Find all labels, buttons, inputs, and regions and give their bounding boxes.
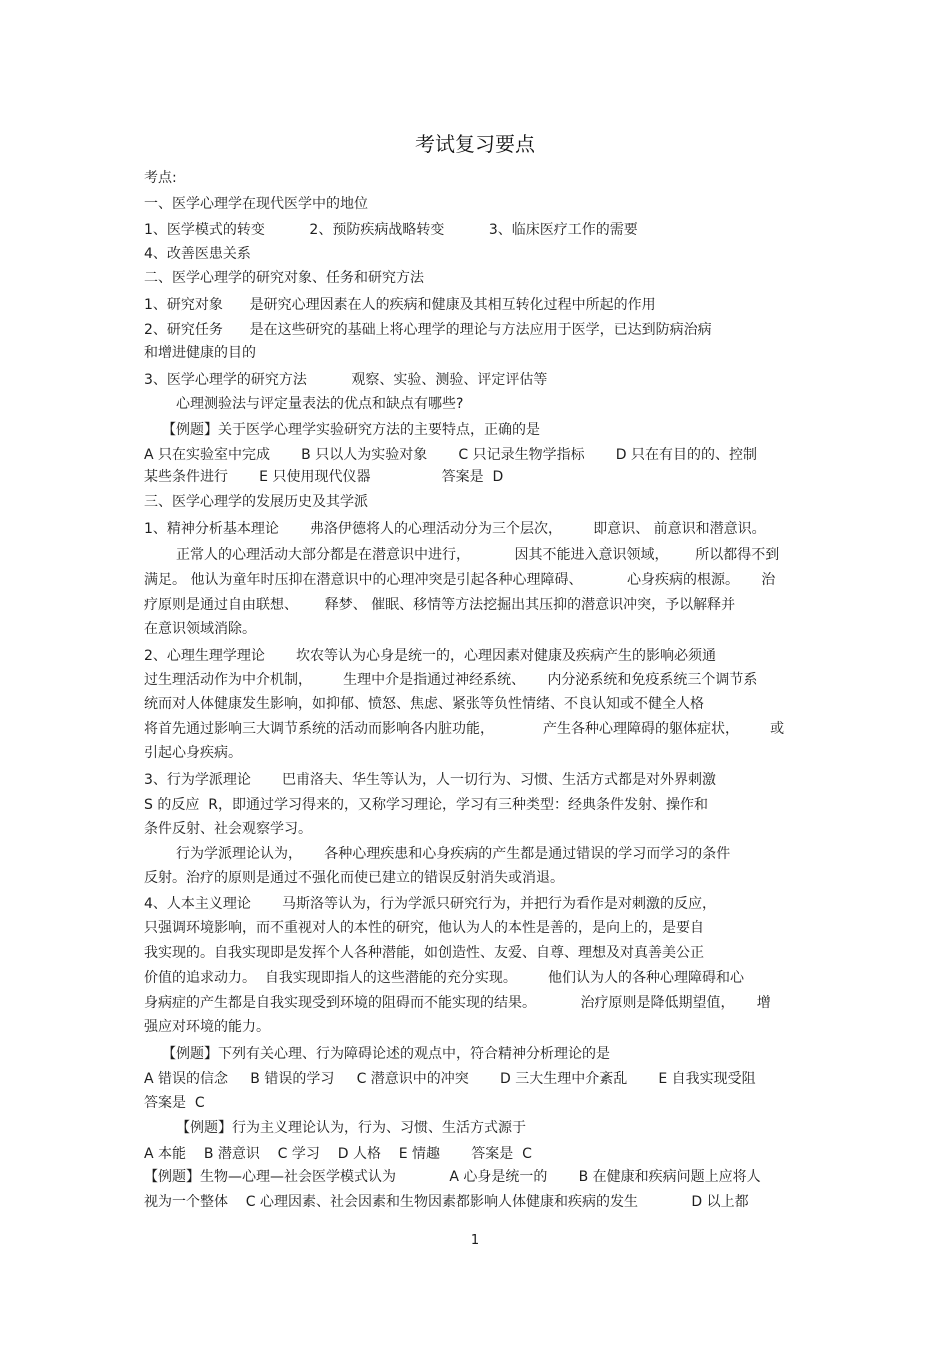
text-line: 3、行为学派理论 巴甫洛夫、华生等认为，人一切行为、习惯、生活方式都是对外界刺激 [144,772,717,788]
text-line: 身病症的产生都是自我实现受到环境的阻碍而不能实现的结果。 治疗原则是降低期望值， 增 [144,995,771,1011]
text-line: 2、心理生理学理论 坎农等认为心身是统一的，心理因素对健康及疾病产生的影响必须通 [144,648,717,664]
example-question: 【例题】行为主义理论认为，行为、习惯、生活方式源于 [176,1120,526,1136]
example-question: 【例题】下列有关心理、行为障碍论述的观点中，符合精神分析理论的是 [162,1046,610,1062]
example-question: 【例题】关于医学心理学实验研究方法的主要特点，正确的是 [162,422,540,438]
text-line: 我实现的。自我实现即是发挥个人各种潜能，如创造性、友爱、自尊、理想及对真善美公正 [144,945,704,961]
text-line: 1、医学模式的转变 2、预防疾病战略转变 3、临床医疗工作的需要 [144,222,638,238]
text-line: 正常人的心理活动大部分都是在潜意识中进行， 因其不能进入意识领域， 所以都得不到 [176,547,780,563]
example-question: 【例题】生物—心理—社会医学模式认为 A 心身是统一的 B 在健康和疾病问题上应将人 [144,1169,761,1185]
text-line: S 的反应 R，即通过学习得来的，又称学习理论，学习有三种类型：经典条件发射、操作和 [144,797,708,813]
text-line: 某些条件进行 E 只使用现代仪器 答案是 D [144,469,504,485]
text-line: 将首先通过影响三大调节系统的活动而影响各内脏功能， 产生各种心理障碍的躯体症状， 或 [144,721,785,737]
text-line: 条件反射、社会观察学习。 [144,821,312,837]
text-line: 反射。治疗的原则是通过不强化而使已建立的错误反射消失或消退。 [144,870,564,886]
text-line: 在意识领域消除。 [144,621,256,637]
text-line: 3、医学心理学的研究方法 观察、实验、测验、评定评估等 [144,372,548,388]
text-line: 1、研究对象 是研究心理因素在人的疾病和健康及其相互转化过程中所起的作用 [144,297,656,313]
text-line: 视为一个整体 C 心理因素、社会因素和生物因素都影响人体健康和疾病的发生 D 以上都 [144,1194,749,1210]
text-line: 强应对环境的能力。 [144,1019,270,1035]
text-line: 满足。 他认为童年时压抑在潜意识中的心理冲突是引起各种心理障碍、 心身疾病的根源。 治 [144,572,776,588]
text-line: 4、人本主义理论 马斯洛等认为，行为学派只研究行为，并把行为看作是对刺激的反应， [144,896,717,912]
text-line: 心理测验法与评定量表法的优点和缺点有哪些? [176,396,464,412]
text-line: A 错误的信念 B 错误的学习 C 潜意识中的冲突 D 三大生理中介紊乱 E 自我实现受阻 [144,1071,756,1087]
section-heading: 三、医学心理学的发展历史及其学派 [144,494,368,510]
answer-line: 答案是 C [144,1095,205,1111]
text-line: 1、精神分析基本理论 弗洛伊德将人的心理活动分为三个层次， 即意识、 前意识和潜意识。 [144,521,766,537]
document-title: 考试复习要点 [415,132,535,156]
text-line: 过生理活动作为中介机制， 生理中介是指通过神经系统、 内分泌系统和免疫系统三个调节系 [144,672,758,688]
text-line: A 本能 B 潜意识 C 学习 D 人格 E 情趣 答案是 C [144,1146,532,1162]
section-heading: 二、医学心理学的研究对象、任务和研究方法 [144,270,424,286]
text-line: 价值的追求动力。 自我实现即指人的这些潜能的充分实现。 他们认为人的各种心理障碍和心 [144,970,745,986]
text-line: 行为学派理论认为， 各种心理疾患和心身疾病的产生都是通过错误的学习而学习的条件 [176,846,731,862]
text-line: 只强调环境影响，而不重视对人的本性的研究，他认为人的本性是善的，是向上的，是要自 [144,920,704,936]
text-line: 疗原则是通过自由联想、 释梦、 催眠、移情等方法挖掘出其压抑的潜意识冲突，予以解释并 [144,597,736,613]
text-line: 4、改善医患关系 [144,246,251,262]
text-line: 2、研究任务 是在这些研究的基础上将心理学的理论与方法应用于医学，已达到防病治病 [144,322,712,338]
text-line: 引起心身疾病。 [144,745,242,761]
text-line: 考点: [144,170,177,186]
text-line: A 只在实验室中完成 B 只以人为实验对象 C 只记录生物学指标 D 只在有目的的、控制 [144,447,757,463]
text-line: 统而对人体健康发生影响，如抑郁、愤怒、焦虑、紧张等负性情绪、不良认知或不健全人格 [144,696,704,712]
text-line: 和增进健康的目的 [144,345,256,361]
page-number: 1 [470,1233,480,1248]
section-heading: 一、医学心理学在现代医学中的地位 [144,196,368,212]
